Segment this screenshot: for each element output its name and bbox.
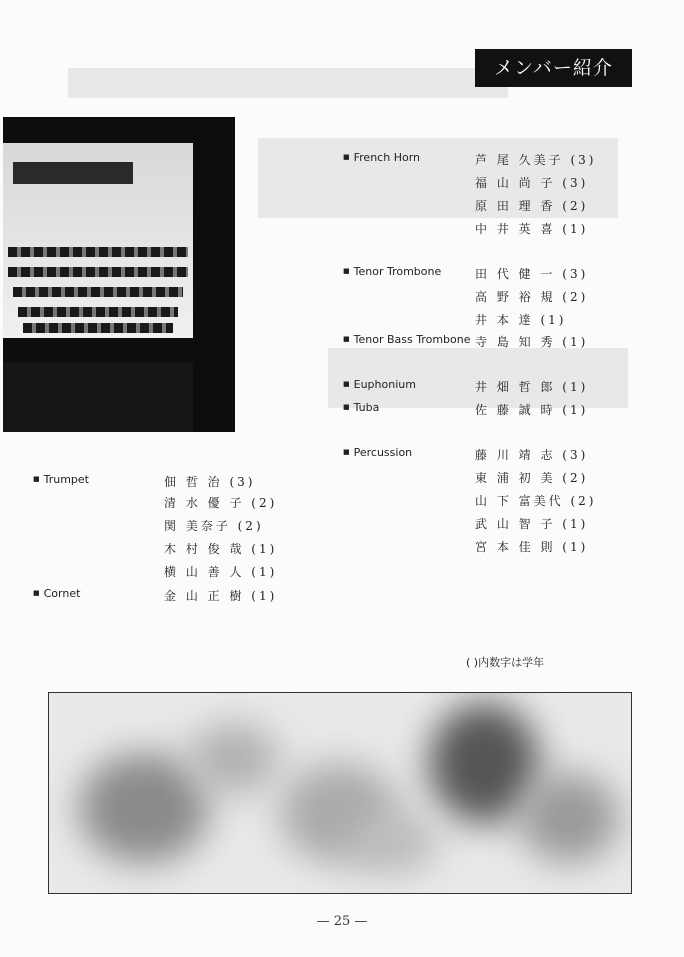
grade-note: ( )内数字は学年 xyxy=(466,656,545,669)
member-name: 田 代 健 一 (3) xyxy=(475,267,589,281)
member-name: 東 浦 初 美 (2) xyxy=(475,471,589,485)
member-name: 芦 尾 久美子 (3) xyxy=(475,153,597,167)
member-name: 木 村 俊 哉 (1) xyxy=(164,542,278,556)
section-label-2: ■ Tenor Bass Trombone xyxy=(343,333,471,346)
member-name: 井 本 達 (1) xyxy=(475,313,567,327)
section-label-3: ■ Euphonium xyxy=(343,378,416,391)
member-name: 藤 川 靖 志 (3) xyxy=(475,448,589,462)
blurred-advertisement xyxy=(48,692,632,894)
member-name: 金 山 正 樹 (1) xyxy=(164,589,278,603)
concert-photo xyxy=(3,117,235,432)
member-name: 井 畑 哲 郎 (1) xyxy=(475,380,589,394)
page-title: メンバー紹介 xyxy=(475,49,632,87)
member-name: 佃 哲 治 (3) xyxy=(164,475,256,489)
section-label-0: ■ Trumpet xyxy=(33,473,89,486)
member-name: 宮 本 佳 則 (1) xyxy=(475,540,589,554)
member-name: 横 山 善 人 (1) xyxy=(164,565,278,579)
member-name: 山 下 富美代 (2) xyxy=(475,494,597,508)
member-name: 武 山 智 子 (1) xyxy=(475,517,589,531)
member-name: 中 井 英 喜 (1) xyxy=(475,222,589,236)
member-name: 原 田 理 香 (2) xyxy=(475,199,589,213)
member-name: 高 野 裕 規 (2) xyxy=(475,290,589,304)
member-name: 佐 藤 誠 時 (1) xyxy=(475,403,589,417)
member-name: 関 美奈子 (2) xyxy=(164,519,264,533)
section-label-1: ■ Cornet xyxy=(33,587,80,600)
member-name: 福 山 尚 子 (3) xyxy=(475,176,589,190)
section-label-5: ■ Percussion xyxy=(343,446,412,459)
section-label-1: ■ Tenor Trombone xyxy=(343,265,441,278)
section-label-0: ■ French Horn xyxy=(343,151,420,164)
section-label-4: ■ Tuba xyxy=(343,401,379,414)
member-name: 寺 島 知 秀 (1) xyxy=(475,335,589,349)
page-number: — 25 — xyxy=(316,914,368,929)
member-name: 清 水 優 子 (2) xyxy=(164,496,278,510)
